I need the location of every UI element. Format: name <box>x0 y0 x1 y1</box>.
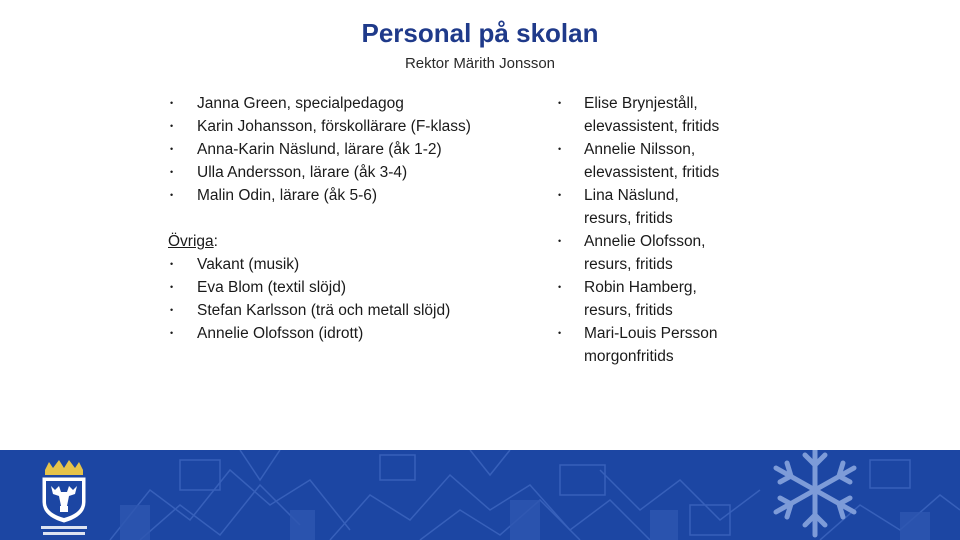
staff-role: resurs, fritids <box>584 210 673 227</box>
bullet: • <box>558 190 562 200</box>
bullet: • <box>558 98 562 108</box>
staff-name: Stefan Karlsson (trä och metall slöjd) <box>197 302 451 319</box>
list-item <box>556 92 756 138</box>
list-item <box>556 322 756 368</box>
ostersunds-kommun-logo-icon <box>33 458 95 536</box>
staff-name: Lina Näslund, <box>584 187 679 204</box>
bullet: • <box>170 259 174 269</box>
bullet: • <box>170 167 174 177</box>
bullet: • <box>170 98 174 108</box>
bullet: • <box>558 328 562 338</box>
list-item <box>168 138 548 161</box>
bullet: • <box>170 144 174 154</box>
staff-name: Annelie Olofsson (idrott) <box>197 325 364 342</box>
bullet: • <box>170 282 174 292</box>
fritids-staff-list <box>556 92 756 368</box>
list-item <box>556 276 756 322</box>
footer-band <box>0 450 960 540</box>
staff-name: Annelie Olofsson, <box>584 233 706 250</box>
bullet: • <box>170 328 174 338</box>
bullet: • <box>170 121 174 131</box>
list-item <box>168 322 548 345</box>
bullet: • <box>558 282 562 292</box>
left-column <box>168 92 548 345</box>
staff-role: elevassistent, fritids <box>584 118 720 135</box>
others-heading <box>168 230 548 253</box>
staff-role: morgonfritids <box>584 348 674 365</box>
bullet: • <box>558 144 562 154</box>
list-item <box>556 230 756 276</box>
footer-pattern <box>0 450 960 540</box>
bullet: • <box>558 236 562 246</box>
others-label: Övriga <box>168 233 214 250</box>
staff-name: Robin Hamberg, <box>584 279 697 296</box>
teacher-name: Anna-Karin Näslund, lärare (åk 1-2) <box>197 141 442 158</box>
list-item <box>556 184 756 230</box>
list-item <box>168 161 548 184</box>
page-title: Personal på skolan <box>361 18 599 48</box>
others-suffix: : <box>213 233 218 250</box>
teacher-name: Janna Green, specialpedagog <box>197 95 404 112</box>
snowflake-icon <box>776 450 854 535</box>
right-column <box>556 92 756 368</box>
bullet: • <box>170 190 174 200</box>
others-list <box>168 253 548 345</box>
bullet: • <box>170 305 174 315</box>
teacher-name: Malin Odin, lärare (åk 5-6) <box>197 187 378 204</box>
staff-name: Elise Brynjeståll, <box>584 95 698 112</box>
page-subtitle: Rektor Märith Jonsson <box>404 55 556 72</box>
staff-role: resurs, fritids <box>584 302 673 319</box>
list-item <box>168 115 548 138</box>
teacher-list <box>168 92 548 207</box>
teacher-name: Ulla Andersson, lärare (åk 3-4) <box>197 164 408 181</box>
staff-name: Vakant (musik) <box>197 256 300 273</box>
list-item <box>168 276 548 299</box>
staff-name: Eva Blom (textil slöjd) <box>197 279 347 296</box>
staff-name: Mari-Louis Persson <box>584 325 718 342</box>
teacher-name: Karin Johansson, förskollärare (F-klass) <box>197 118 471 135</box>
staff-role: elevassistent, fritids <box>584 164 720 181</box>
staff-name: Annelie Nilsson, <box>584 141 696 158</box>
list-item <box>168 253 548 276</box>
staff-role: resurs, fritids <box>584 256 673 273</box>
list-item <box>168 184 548 207</box>
list-item <box>168 92 548 115</box>
list-item <box>168 299 548 322</box>
list-item <box>556 138 756 184</box>
